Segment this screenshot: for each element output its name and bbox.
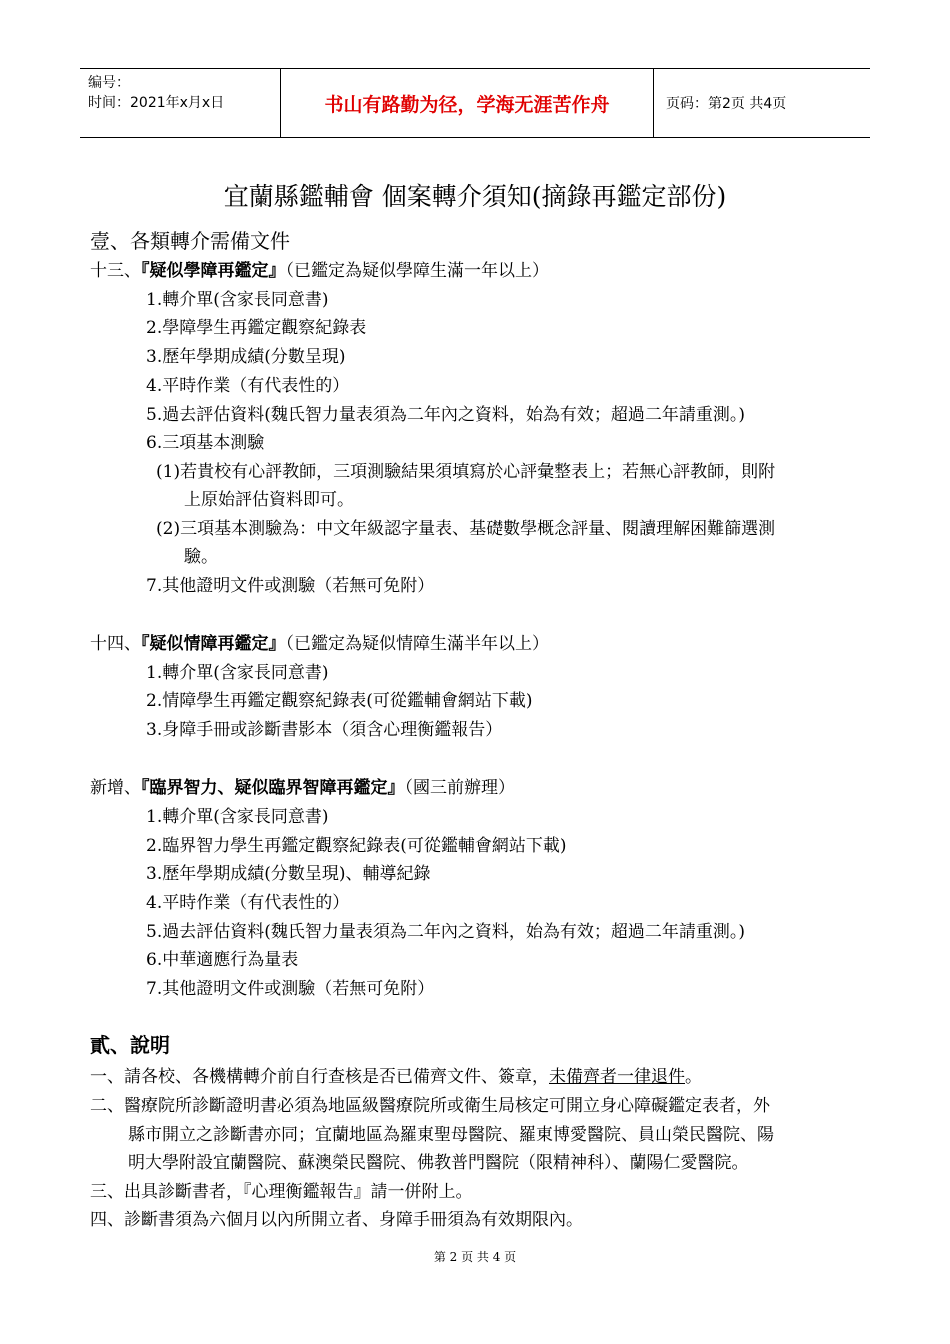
group13-item-7: 7.其他證明文件或測驗（若無可免附） xyxy=(146,576,435,596)
group13-note: （已鑑定為疑似學障生滿一年以上） xyxy=(285,261,549,281)
note-2-line1: 二、醫療院所診斷證明書必須為地區級醫療院所或衛生局核定可開立身心障礙鑑定表者，外 xyxy=(90,1096,770,1116)
section2-heading: 貳、說明 xyxy=(90,1033,170,1057)
group-new-item-2: 2.臨界智力學生再鑑定觀察紀錄表(可從鑑輔會網站下載) xyxy=(146,836,567,856)
group-new-item-4: 4.平時作業（有代表性的） xyxy=(146,893,350,913)
group13-sub2-line1: (2)三項基本測驗為：中文年級認字量表、基礎數學概念評量、閱讀理解困難篩選測 xyxy=(156,519,776,539)
group-new-item-3: 3.歷年學期成績(分數呈現)、輔導紀錄 xyxy=(146,864,431,884)
group-new-prefix: 新增、 xyxy=(90,778,141,798)
group13-item-2: 2.學障學生再鑑定觀察紀錄表 xyxy=(146,318,367,338)
group14-item-1: 1.轉介單(含家長同意書) xyxy=(146,663,329,683)
group-new-note: （國三前辦理） xyxy=(404,778,515,798)
group13-heading xyxy=(90,259,549,283)
page-footer: 第 2 页 共 4 页 xyxy=(433,1250,517,1264)
note-1 xyxy=(90,1065,702,1089)
note-1-main: 一、請各校、各機構轉介前自行查核是否已備齊文件、簽章， xyxy=(90,1067,549,1087)
note-4: 四、診斷書須為六個月以內所開立者、身障手冊須為有效期限內。 xyxy=(90,1210,583,1230)
header-date: 时间：2021年x月x日 xyxy=(88,95,225,111)
group14-item-3: 3.身障手冊或診斷書影本（須含心理衡鑑報告） xyxy=(146,720,503,740)
document-title: 宜蘭縣鑑輔會 個案轉介須知(摘錄再鑑定部份) xyxy=(223,182,727,211)
group13-item-3: 3.歷年學期成績(分數呈現) xyxy=(146,347,346,367)
group13-sub2-line2: 驗。 xyxy=(184,547,218,567)
header-page-info: 页码：第2页 共4页 xyxy=(666,96,787,112)
note-1-end: 。 xyxy=(685,1067,702,1087)
note-3: 三、出具診斷書者，『心理衡鑑報告』請一併附上。 xyxy=(90,1182,473,1202)
group13-prefix: 十三、 xyxy=(90,261,141,281)
group13-name: 『疑似學障再鑑定』 xyxy=(141,261,286,281)
group13-item-4: 4.平時作業（有代表性的） xyxy=(146,376,350,396)
note-2-line2: 縣市開立之診斷書亦同；宜蘭地區為羅東聖母醫院、羅東博愛醫院、員山榮民醫院、陽 xyxy=(128,1125,774,1145)
group-new-item-6: 6.中華適應行為量表 xyxy=(146,950,299,970)
header-meta xyxy=(80,69,281,137)
group-new-item-7: 7.其他證明文件或測驗（若無可免附） xyxy=(146,979,435,999)
section1-heading: 壹、各類轉介需備文件 xyxy=(90,229,290,253)
page-header xyxy=(80,68,870,138)
group14-note: （已鑑定為疑似情障生滿半年以上） xyxy=(285,634,549,654)
group13-item-1: 1.轉介單(含家長同意書) xyxy=(146,290,329,310)
group14-heading xyxy=(90,632,549,656)
header-number: 编号： xyxy=(88,75,130,91)
group13-sub1-line1: (1)若貴校有心評教師，三項測驗結果須填寫於心評彙整表上；若無心評教師，則附 xyxy=(156,462,776,482)
group14-item-2: 2.情障學生再鑑定觀察紀錄表(可從鑑輔會網站下載) xyxy=(146,691,533,711)
header-motto: 书山有路勤为径，学海无涯苦作舟 xyxy=(281,69,654,137)
group-new-item-1: 1.轉介單(含家長同意書) xyxy=(146,807,329,827)
group13-item-6: 6.三項基本測驗 xyxy=(146,433,265,453)
group14-prefix: 十四、 xyxy=(90,634,141,654)
group13-sub1-line2: 上原始評估資料即可。 xyxy=(184,490,354,510)
group13-item-5: 5.過去評估資料(魏氏智力量表須為二年內之資料，始為有效；超過二年請重測。) xyxy=(146,405,745,425)
group-new-heading xyxy=(90,776,515,800)
group-new-item-5: 5.過去評估資料(魏氏智力量表須為二年內之資料，始為有效；超過二年請重測。) xyxy=(146,922,745,942)
group14-name: 『疑似情障再鑑定』 xyxy=(141,634,286,654)
group-new-name: 『臨界智力、疑似臨界智障再鑑定』 xyxy=(141,778,405,798)
note-2-line3: 明大學附設宜蘭醫院、蘇澳榮民醫院、佛教普門醫院（限精神科）、蘭陽仁愛醫院。 xyxy=(128,1153,749,1173)
note-1-underlined: 未備齊者一律退件 xyxy=(549,1067,685,1087)
